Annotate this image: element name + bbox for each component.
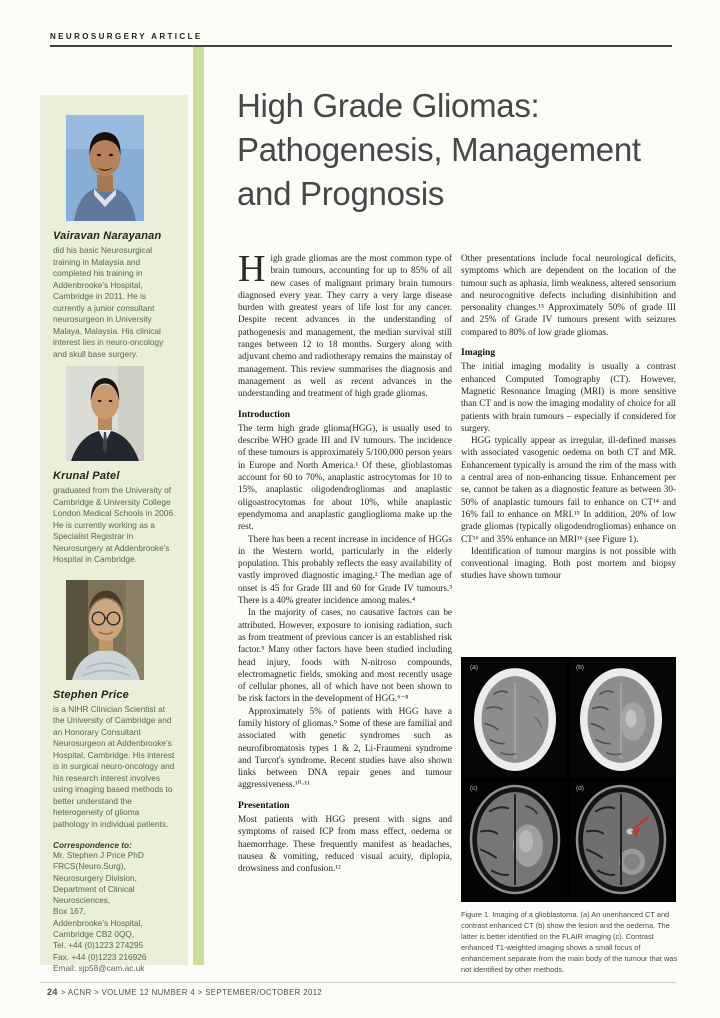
- correspondence-line: Addenbrooke's Hospital,: [53, 917, 143, 928]
- portrait-man-suit-icon: [66, 366, 144, 461]
- article-title: [237, 84, 685, 216]
- portrait-man-blue-background-icon: [66, 115, 144, 221]
- section-kicker: NEUROSURGERY ARTICLE: [50, 32, 203, 41]
- scan-panel-b: [570, 660, 673, 778]
- author-bio: graduated from the University of Cambridge & University College London Medical Schools in 2006. He is currently working as a Specialist Registrar in Neurosurgery at Addenbrooke's Hospital in Cambridge.: [53, 485, 176, 564]
- author-photo-krunal: [66, 366, 144, 461]
- article-column-right: [461, 252, 676, 582]
- ct-unenhanced-icon: [464, 660, 567, 778]
- article-paragraph: There has been a recent increase in incidence of HGGs in the Western world, particularly in the elderly population. This probably reflects the easy availability of vastly improved diagnostic imaging.² The median age of onset is 45 for Grade III and 60 for Grade IV tumours.³ There is a 40% greater incidence among males.⁴: [238, 533, 452, 606]
- panel-label: (d): [576, 785, 584, 792]
- section-heading-imaging: Imaging: [461, 347, 496, 359]
- section-heading-presentation: Presentation: [238, 799, 290, 811]
- correspondence-line: Tel. +44 (0)1223 274295: [53, 940, 144, 951]
- article-paragraph: In the majority of cases, no causative factors can be attributed. However, exposure to ionising radiation, such as from treatment of previous cancer is an established risk factor.⁵ Many other factors have been studied including head injury, foods with N-nitroso compounds, electromagnetic fields, smoking and most recently usage of cellular phones, all of which have not been shown to be risk factors in the development of HGG.⁶⁻⁸: [238, 607, 452, 704]
- article-paragraph: Identification of tumour margins is not possible with conventional imaging. Both post mortem and biopsy studies have shown tumour: [461, 545, 676, 581]
- correspondence-line: Fax. +44 (0)1223 216926: [53, 951, 147, 962]
- author-name: Vairavan Narayanan: [53, 230, 162, 242]
- article-title-line: and Prognosis: [237, 175, 445, 212]
- figure-caption: Figure 1. Imaging of a glioblastoma. (a) An unenhanced CT and contrast enhanced CT (b) show the lesion and the oedema. The latter is better identified on the FLAIR imaging (c). Contrast enhanced T1-weighted imaging shows a small focus of enhancement separate from the main body of the tumour that was not identified by other methods.: [461, 910, 678, 974]
- panel-label: (a): [470, 664, 478, 671]
- mri-flair-icon: [464, 781, 567, 899]
- article-paragraph: HGG typically appear as irregular, ill-defined masses with associated vasogenic oedema on both CT and MR. Enhancement typically is around the rim of the mass with a central area of non-enhancing tissue. Enhancement per se, cannot be taken as a diagnostic feature as between 30-50% of anaplastic tumours fail to enhance on CT¹⁴ and 16% fail to enhance on MRI.¹⁵ In addition, 20% of low grade gliomas (typically oligodendrogliomas) enhance on CT¹⁶ and 35% enhance on MRI¹⁶ (see Figure 1).: [461, 435, 676, 544]
- dropcap: H: [238, 248, 266, 290]
- header-rule: [50, 45, 672, 47]
- author-bio: is a NIHR Clinician Scientist at the University of Cambridge and an Honorary Consultant Neurosurgeon at Addenbrooke's Hospital, Cambridge. His interest is in surgical neuro-oncology and his research interest involves using imaging based methods to better understand the heterogeneity of glioma pathology in individual patients.: [53, 703, 175, 829]
- author-name: Krunal Patel: [53, 470, 120, 482]
- scan-panel-c: [464, 781, 567, 899]
- section-heading-introduction: Introduction: [238, 408, 291, 420]
- author-bio: did his basic Neurosurgical training in Malaysia and completed his training in Addenbrooke's Hospital, Cambridge in 2011. He is currently a junior consultant neurosurgeon in University Malaya, Malaysia. His clinical interest lies in neuro-oncology and skull base surgery.: [53, 245, 164, 359]
- correspondence-line: Neurosurgery Division,: [53, 872, 137, 883]
- scan-panel-d: [570, 781, 673, 899]
- correspondence-line: FRCS(Neuro.Surg),: [53, 861, 126, 872]
- author-name: Stephen Price: [53, 688, 129, 701]
- correspondence-line: Department of Clinical: [53, 883, 135, 894]
- panel-label: (c): [470, 785, 478, 792]
- correspondence-line: Cambridge CB2 0QQ,: [53, 929, 135, 940]
- article-title-line: High Grade Gliomas:: [237, 87, 540, 124]
- journal-issue-info: > ACNR > VOLUME 12 NUMBER 4 > SEPTEMBER/OCTOBER 2012: [60, 988, 323, 997]
- correspondence-line: Mr. Stephen J Price PhD: [53, 850, 144, 860]
- author-sidebar: [40, 95, 188, 973]
- article-column-left: [238, 248, 452, 875]
- correspondence-email: Email: sjp58@cam.ac.uk: [53, 962, 145, 973]
- article-paragraph: The term high grade glioma(HGG), is usually used to describe WHO grade III and IV tumours. The incidence of these tumours is approximately 5/100,000 person years in Europe and North America.¹ Of these, glioblastomas account for 60 to 70%, anaplastic astrocytomas for 10 to 15%, anaplastic oligodendrogliomas and anaplastic oligoastrocytomas for about 10%, while anaplastic ependymoma and anaplastic ganglioglioma make up the rest.: [238, 422, 452, 532]
- article-paragraph: Approximately 5% of patients with HGG have a family history of gliomas.⁹ Some of these are familial and associated with genetic syndromes such as neurofibromatosis types 1 & 2, Li-Fraumeni syndrome and Turcot's syndrome. Recent studies have also shown links between DNA repair genes and tumour aggressiveness.¹⁰·¹¹: [238, 705, 452, 790]
- portrait-man-glasses-icon: [66, 580, 144, 680]
- correspondence-label: Correspondence to:: [53, 840, 132, 850]
- page-footer: [47, 987, 322, 997]
- panel-label: (b): [576, 664, 584, 671]
- author-photo-stephen: [66, 580, 144, 680]
- page-number: 24: [47, 987, 58, 997]
- paragraph-text: igh grade gliomas are the most common type of brain tumours, accounting for up to 85% of all new cases of malignant primary brain tumours diagnosed every year. They carry a very large disease burden with greatest years of life lost for any cancer. Despite recent advances in the understanding of pathogenesis and management, the median survival still ranges between 12 to 18 months. Surgery along with adjuvant chemo and radiotherapy remains the mainstay of management. This review summarises the diagnosis and management as well as recent advances in the understanding and treatment of high grade gliomas.: [238, 253, 452, 399]
- figure-1-brain-scans: [461, 657, 676, 902]
- author-photo-vairavan: [66, 115, 144, 221]
- article-paragraph: [238, 248, 452, 400]
- article-paragraph: Most patients with HGG present with signs and symptoms of raised ICP from mass effect, oedema or haemorrhage. These frequently manifest as headaches, nausea & vomiting, reduced visual acuity, diplopia, drowsiness and confusion.¹²: [238, 814, 452, 874]
- accent-stripe: [193, 47, 204, 965]
- article-title-line: Pathogenesis, Management: [237, 131, 641, 168]
- article-paragraph: Other presentations include focal neurological deficits, symptoms which are dependent on the location of the tumour such as aphasia, limb weakness, altered sensorium and neurocognitive defects including disinhibition and personality changes.¹³ Approximately 50% of grade III and 25% of Grade IV tumours present with seizures compared to 80% of low grade gliomas.: [461, 253, 676, 337]
- scan-panel-a: [464, 660, 567, 778]
- article-paragraph: The initial imaging modality is usually a contrast enhanced Computed Tomography (CT). However, Magnetic Resonance Imaging (MRI) is more sensitive than CT and is now the imaging modality of choice for all patients with brain tumours – especially if considered for surgery.: [461, 361, 676, 433]
- footer-rule: [40, 982, 676, 983]
- correspondence-line: Neurosciences,: [53, 895, 111, 906]
- correspondence-line: Box 167,: [53, 906, 86, 917]
- mri-t1-contrast-with-arrow-icon: [570, 781, 673, 899]
- ct-contrast-enhanced-icon: [570, 660, 673, 778]
